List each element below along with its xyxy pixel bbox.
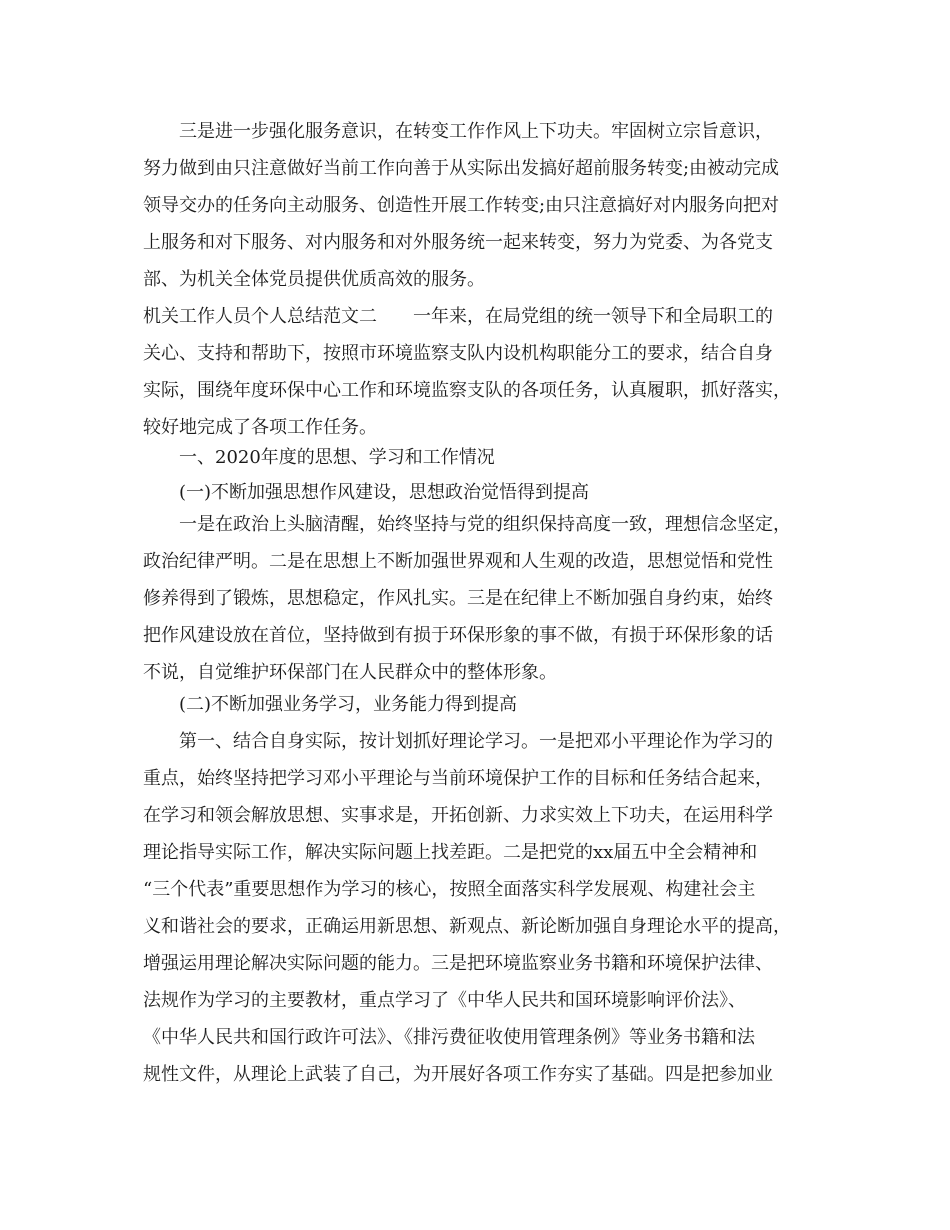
text-line: 增强运用理论解决实际问题的能力。三是把环境监察业务书籍和环境保护法律、 [143,953,773,974]
text-line: 政治纪律严明。二是在思想上不断加强世界观和人生观的改造，思想觉悟和党性 [143,551,773,572]
section-title-line: 机关工作人员个人总结范文二 一年来，在局党组的统一领导下和全局职工的 [143,306,773,327]
text-line: 一是在政治上头脑清醒，始终坚持与党的组织保持高度一致，理想信念坚定， [143,514,791,535]
text-line: 法规作为学习的主要教材，重点学习了《中华人民共和国环境影响评价法》、 [143,990,746,1011]
text-line: 重点，始终坚持把学习邓小平理论与当前环境保护工作的目标和任务结合起来， [143,768,773,789]
text-line: 关心、支持和帮助下，按照市环境监察支队内设机构职能分工的要求，结合自身 [143,343,773,364]
text-line: “三个代表”重要思想作为学习的核心，按照全面落实科学发展观、构建社会主 [143,879,756,900]
text-line: 把作风建设放在首位，坚持做到有损于环保形象的事不做，有损于环保形象的话 [143,625,773,646]
text-line: 修养得到了锻炼，思想稳定，作风扎实。三是在纪律上不断加强自身约束，始终 [143,588,773,609]
text-line: 领导交办的任务向主动服务、创造性开展工作转变;由只注意搞好对内服务向把对 [143,195,780,216]
heading-line: 一、2020年度的思想、学习和工作情况 [143,447,495,468]
text-line: 不说，自觉维护环保部门在人民群众中的整体形象。 [143,662,557,683]
text-line: 上服务和对下服务、对内服务和对外服务统一起来转变，努力为党委、为各党支 [143,232,773,253]
subheading-line: (一)不断加强思想作风建设，思想政治觉悟得到提高 [143,482,590,503]
subheading-line: (二)不断加强业务学习，业务能力得到提高 [143,694,518,715]
text-line: 部、为机关全体党员提供优质高效的服务。 [143,269,485,290]
text-line: 努力做到由只注意做好当前工作向善于从实际出发搞好超前服务转变;由被动完成 [143,158,780,179]
text-line: 规性文件，从理论上武装了自己，为开展好各项工作夯实了基础。四是把参加业 [143,1064,773,1085]
text-line: 在学习和领会解放思想、实事求是，开拓创新、力求实效上下功夫，在运用科学 [143,805,773,826]
text-line: 三是进一步强化服务意识，在转变工作作风上下功夫。牢固树立宗旨意识， [143,121,773,142]
text-line: 理论指导实际工作，解决实际问题上找差距。二是把党的xx届五中全会精神和 [143,842,758,863]
text-line: 义和谐社会的要求，正确运用新思想、新观点、新论断加强自身理论水平的提高， [143,916,791,937]
text-line: 实际，围绕年度环保中心工作和环境监察支队的各项任务，认真履职，抓好落实， [143,380,791,401]
text-line: 《中华人民共和国行政许可法》、《排污费征收使用管理条例》等业务书籍和法 [143,1027,755,1048]
text-line: 较好地完成了各项工作任务。 [143,417,377,438]
text-line: 第一、结合自身实际，按计划抓好理论学习。一是把邓小平理论作为学习的 [143,731,773,752]
